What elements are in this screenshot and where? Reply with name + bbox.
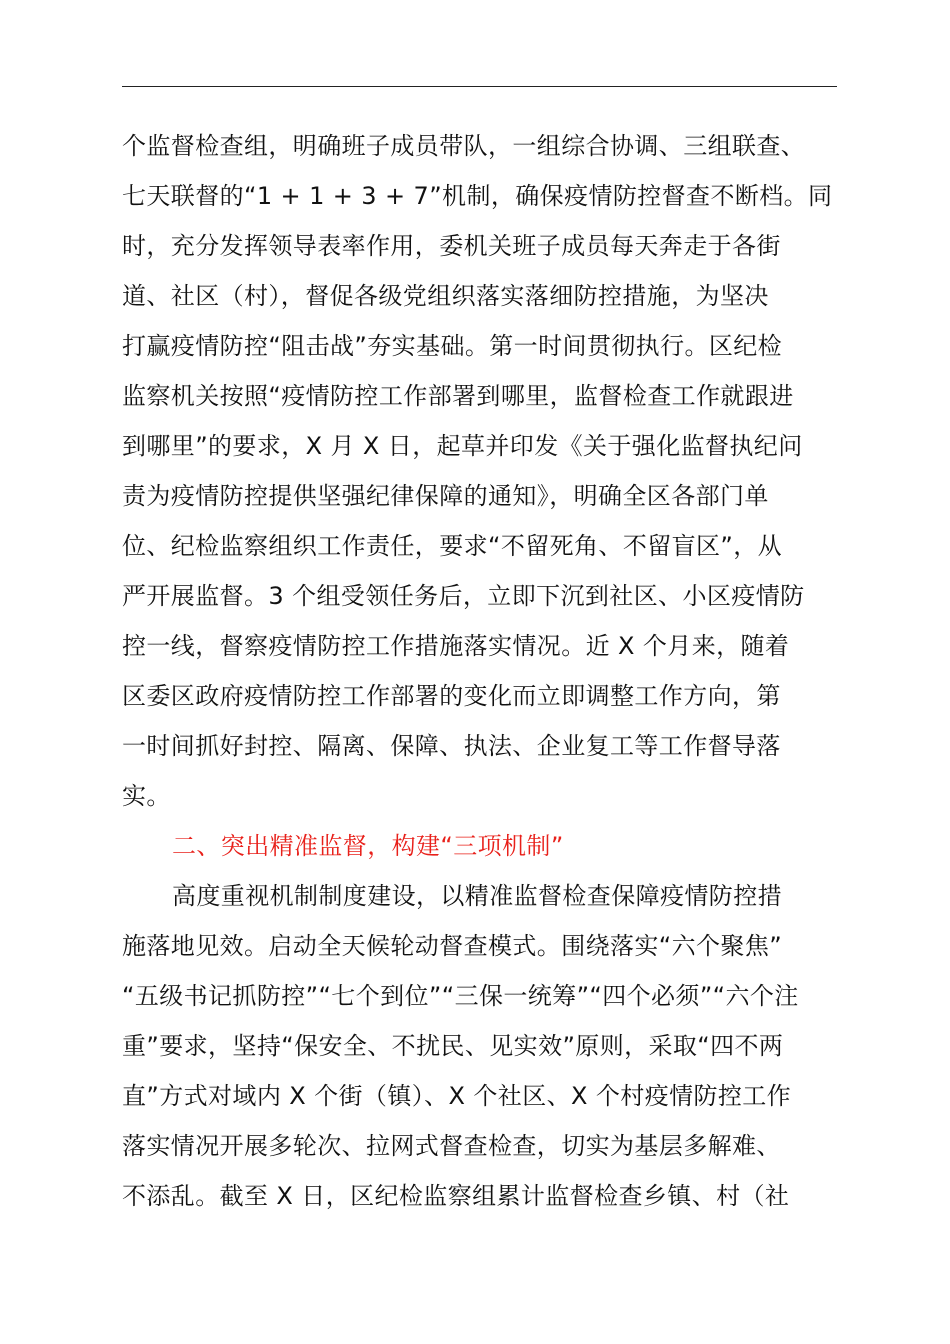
body-line-11: 控一线，督察疫情防控工作措施落实情况。近 X 个月来，随着 [122,632,790,660]
body-line-14: 实。 [122,782,171,810]
body-line-5: 打赢疫情防控“阻击战”夯实基础。第一时间贯彻执行。区纪检 [122,332,783,360]
body2-line-6: 落实情况开展多轮次、拉网式督查检查，切实为基层多解难、 [122,1132,781,1160]
body-line-1: 个监督检查组，明确班子成员带队，一组综合协调、三组联查、 [122,132,806,160]
body2-line-3: “五级书记抓防控”“七个到位”“三保一统筹”“四个必须”“六个注 [122,982,799,1010]
body-line-13: 一时间抓好封控、隔离、保障、执法、企业复工等工作督导落 [122,732,781,760]
body-line-2: 七天联督的“1 + 1 + 3 + 7”机制，确保疫情防控督查不断档。同 [122,182,833,210]
body2-line-2: 施落地见效。启动全天候轮动督查模式。围绕落实“六个聚焦” [122,932,783,960]
body2-line-4: 重”要求，坚持“保安全、不扰民、见实效”原则，采取“四不两 [122,1032,784,1060]
body-line-10: 严开展监督。3 个组受领任务后，立即下沉到社区、小区疫情防 [122,582,805,610]
body-line-6: 监察机关按照“疫情防控工作部署到哪里，监督检查工作就跟进 [122,382,794,410]
body-line-9: 位、纪检监察组织工作责任，要求“不留死角、不留盲区”，从 [122,532,783,560]
body-line-3: 时，充分发挥领导表率作用，委机关班子成员每天奔走于各街 [122,232,781,260]
body-line-8: 责为疫情防控提供坚强纪律保障的通知》，明确全区各部门单 [122,482,769,510]
body2-line-1: 高度重视机制制度建设，以精准监督检查保障疫情防控措 [172,882,782,910]
header-rule [122,86,837,87]
body2-line-7: 不添乱。截至 X 日，区纪检监察组累计监督检查乡镇、村（社 [122,1182,790,1210]
body-line-7: 到哪里”的要求，X 月 X 日，起草并印发《关于强化监督执纪问 [122,432,803,460]
body-line-4: 道、社区（村），督促各级党组织落实落细防控措施，为坚决 [122,282,769,310]
section-heading: 二、突出精准监督，构建“三项机制” [172,832,564,860]
body-line-12: 区委区政府疫情防控工作部署的变化而立即调整工作方向，第 [122,682,781,710]
body2-line-5: 直”方式对域内 X 个街（镇）、X 个社区、X 个村疫情防控工作 [122,1082,792,1110]
